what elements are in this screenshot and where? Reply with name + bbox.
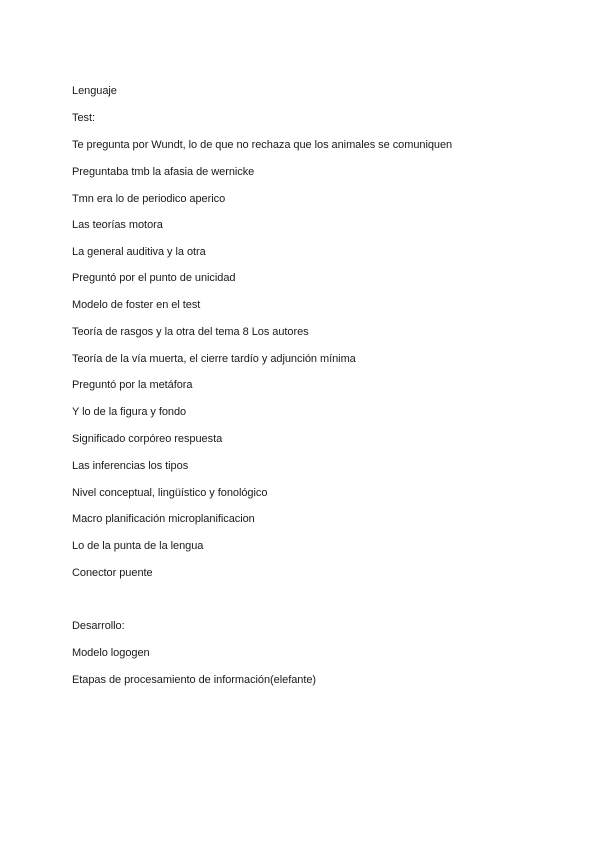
test-item: Modelo de foster en el test [72,299,201,311]
document-heading: Lenguaje [72,85,117,97]
test-item: Preguntó por el punto de unicidad [72,272,236,284]
test-item: Significado corpóreo respuesta [72,433,223,445]
test-item: Las inferencias los tipos [72,460,189,472]
test-item: Las teorías motora [72,219,163,231]
development-label: Desarrollo: [72,620,125,632]
test-item: Tmn era lo de periodico aperico [72,193,226,205]
test-item: Teoría de rasgos y la otra del tema 8 Los autores [72,326,309,338]
test-item: La general auditiva y la otra [72,246,206,258]
test-label: Test: [72,112,95,124]
test-item: Preguntaba tmb la afasia de wernicke [72,166,255,178]
development-item: Modelo logogen [72,647,150,659]
test-item: Y lo de la figura y fondo [72,406,187,418]
test-item: Lo de la punta de la lengua [72,540,204,552]
test-item: Preguntó por la metáfora [72,379,193,391]
test-item: Te pregunta por Wundt, lo de que no rechaza que los animales se comuniquen [72,139,453,151]
test-item: Teoría de la vía muerta, el cierre tardío y adjunción mínima [72,353,356,365]
test-item: Nivel conceptual, lingüístico y fonológico [72,487,268,499]
test-item: Macro planificación microplanificacion [72,513,255,525]
test-item: Conector puente [72,567,153,579]
development-item: Etapas de procesamiento de información(elefante) [72,674,317,686]
